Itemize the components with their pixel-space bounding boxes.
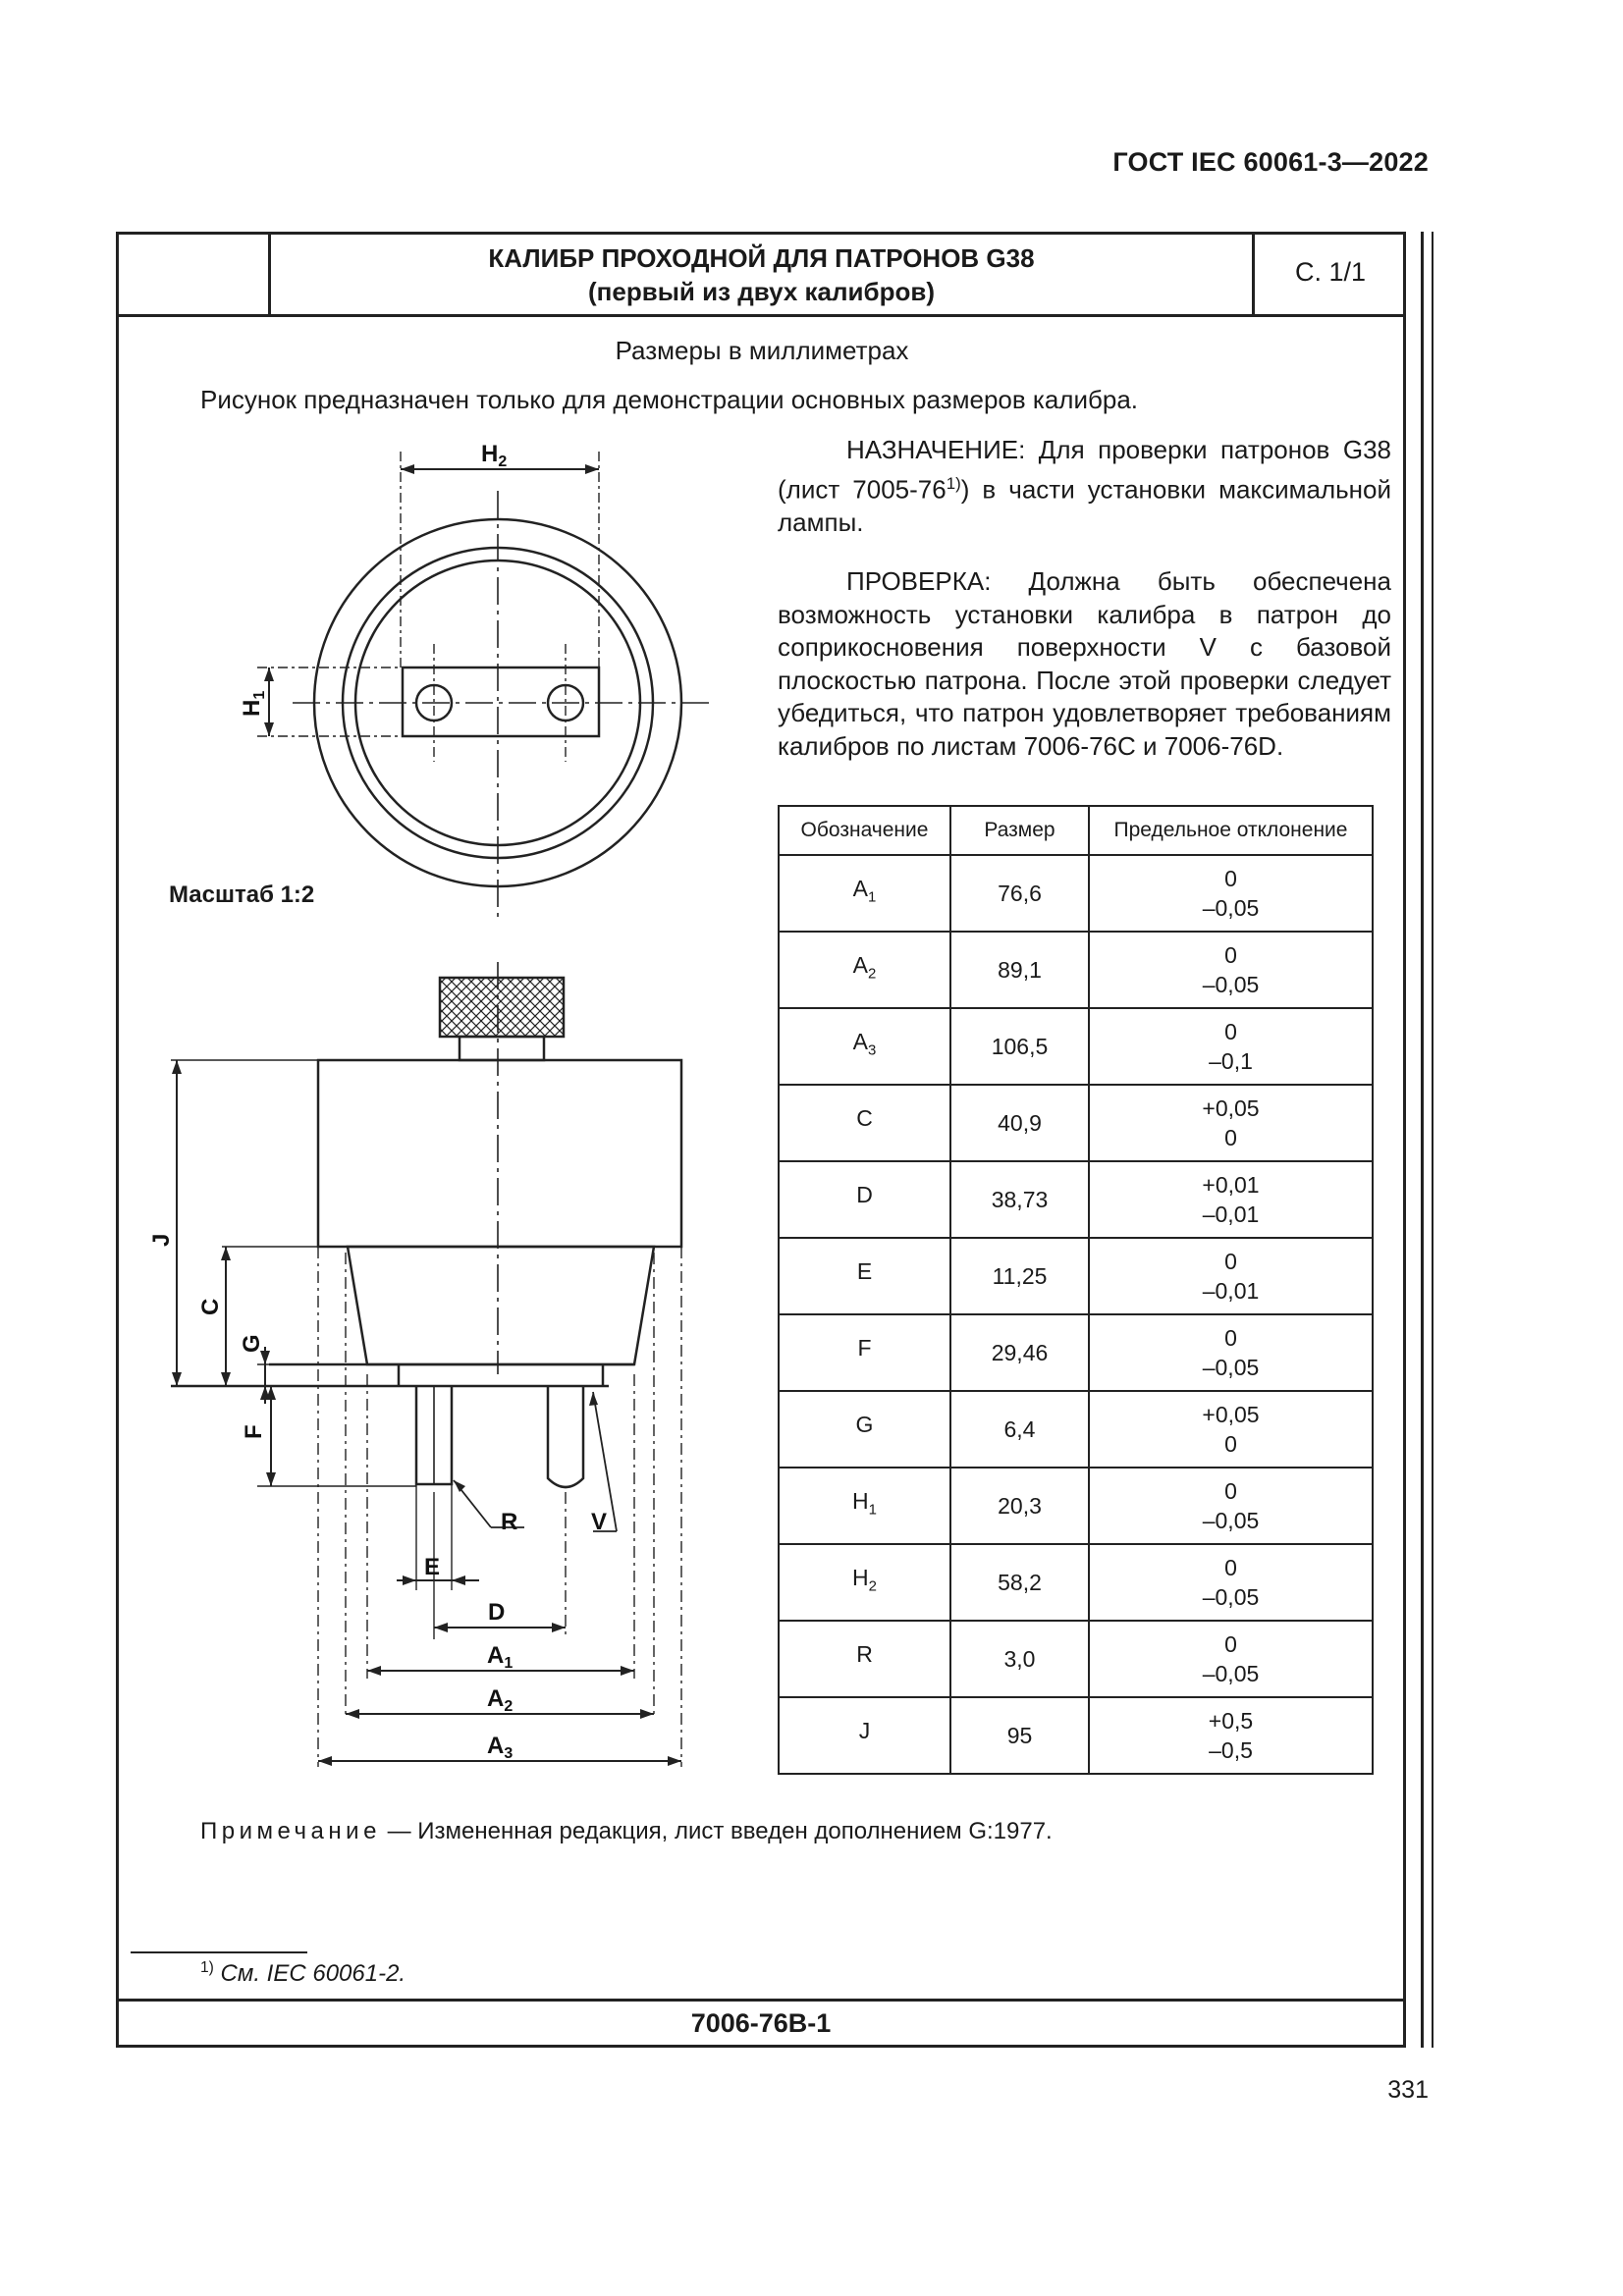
- cell-size: 89,1: [950, 932, 1089, 1008]
- label-g: G: [239, 1334, 265, 1353]
- cell-size: 11,25: [950, 1238, 1089, 1314]
- label-r: R: [501, 1509, 518, 1535]
- sheet-index: С. 1/1: [1294, 257, 1367, 287]
- cell-designation: [779, 1468, 950, 1544]
- cell-tolerance: [1089, 1161, 1373, 1238]
- cell-tolerance: [1089, 855, 1373, 932]
- designation-symbol: D: [856, 1182, 873, 1208]
- cell-designation: [779, 1544, 950, 1621]
- figure-note: Рисунок предназначен только для демонстрации основных размеров калибра.: [200, 385, 1139, 414]
- designation-subscript: 2: [868, 1577, 877, 1595]
- tolerance-lower: –0,1: [1209, 1048, 1253, 1074]
- cell-tolerance: [1089, 1697, 1373, 1774]
- pin-bar: [403, 667, 599, 736]
- cell-size: 6,4: [950, 1391, 1089, 1468]
- designation-symbol: E: [856, 1258, 873, 1285]
- document-number: ГОСТ IEC 60061-3—2022: [1112, 147, 1429, 177]
- cell-tolerance: [1089, 1238, 1373, 1314]
- cell-tolerance: [1089, 1008, 1373, 1085]
- bottom-rule: [116, 1999, 1406, 2002]
- tolerance-upper: 0: [1224, 1631, 1237, 1657]
- designation-symbol: H: [852, 1565, 869, 1591]
- cell-tolerance: [1089, 1085, 1373, 1161]
- footnote-rule: [131, 1951, 307, 1953]
- cell-tolerance: [1089, 1314, 1373, 1391]
- label-e: E: [424, 1554, 441, 1580]
- cell-designation: [779, 1697, 950, 1774]
- tolerance-upper: 0: [1224, 1249, 1237, 1274]
- designation-subscript: 3: [868, 1041, 877, 1059]
- label-v: V: [591, 1509, 608, 1535]
- tolerance-upper: 0: [1224, 1019, 1237, 1044]
- cell-size: 3,0: [950, 1621, 1089, 1697]
- sheet-title-line1: КАЛИБР ПРОХОДНОЙ ДЛЯ ПАТРОНОВ G38: [488, 243, 1035, 273]
- designation-symbol: A: [852, 876, 869, 902]
- label-c: C: [197, 1298, 224, 1315]
- designation-symbol: J: [858, 1718, 871, 1744]
- designation-symbol: A: [852, 952, 869, 979]
- designation-symbol: F: [857, 1335, 872, 1362]
- tolerance-upper: 0: [1224, 1555, 1237, 1580]
- scale-label: Масштаб 1:2: [169, 881, 315, 908]
- note-text: — Измененная редакция, лист введен дополнением G:1977.: [380, 1818, 1053, 1844]
- tolerance-upper: 0: [1224, 866, 1237, 891]
- tolerance-lower: 0: [1224, 1431, 1237, 1457]
- table-header-row: [779, 806, 1373, 855]
- table-row: [779, 932, 1373, 1008]
- cell-designation: [779, 1085, 950, 1161]
- cell-tolerance: [1089, 1544, 1373, 1621]
- designation-symbol: C: [856, 1105, 873, 1132]
- tolerance-upper: 0: [1224, 1478, 1237, 1504]
- purpose-tail: ) в части установки максимальной лампы.: [778, 474, 1391, 537]
- label-h2: $H_2$: [481, 441, 508, 470]
- table-row: [779, 1008, 1373, 1085]
- check-text: ПРОВЕРКА: Должна быть обеспечена возможность установки калибра в патрон до соприкосновения поверхности V с базовой плоскостью патрона. После этой проверки следует убедиться, что патрон удовлетворяет требованиям калибров по листам 7006-76C и 7006-76D.: [778, 566, 1391, 761]
- cell-tolerance: [1089, 1391, 1373, 1468]
- table-row: [779, 1697, 1373, 1774]
- designation-subscript: 1: [868, 1501, 877, 1519]
- label-j: J: [148, 1233, 175, 1247]
- table-row: [779, 1544, 1373, 1621]
- tolerance-lower: –0,01: [1202, 1278, 1260, 1304]
- footnote: [200, 1959, 406, 1988]
- tolerance-lower: –0,05: [1202, 1355, 1260, 1380]
- cell-designation: [779, 1161, 950, 1238]
- sheet-code: 7006-76B-1: [690, 2008, 832, 2038]
- designation-symbol: R: [856, 1641, 873, 1668]
- cell-size: 40,9: [950, 1085, 1089, 1161]
- cell-designation: [779, 855, 950, 932]
- cell-tolerance: [1089, 1468, 1373, 1544]
- label-f: F: [241, 1424, 267, 1439]
- cell-tolerance: [1089, 1621, 1373, 1697]
- cell-designation: [779, 932, 950, 1008]
- footnote-mark: 1): [200, 1959, 214, 1976]
- table-row: [779, 1314, 1373, 1391]
- note: [200, 1818, 1053, 1845]
- cell-size: 29,46: [950, 1314, 1089, 1391]
- label-d: D: [488, 1599, 506, 1626]
- designation-symbol: A: [852, 1029, 869, 1055]
- label-a2: $A_2$: [487, 1685, 514, 1715]
- sheet-title-line2: (первый из двух калибров): [588, 277, 935, 306]
- tolerance-upper: +0,05: [1202, 1402, 1260, 1427]
- purpose-lead: НАЗНАЧЕНИЕ: Для проверки патронов G38 (лист 7005-76: [778, 435, 1391, 505]
- tolerance-upper: +0,5: [1208, 1708, 1254, 1734]
- table-row: [779, 1621, 1373, 1697]
- dimensions-table: [778, 805, 1374, 1775]
- page-number: 331: [1387, 2076, 1429, 2104]
- note-label: Примечание: [200, 1818, 381, 1844]
- footnote-text: См. IEC 60061-2.: [213, 1960, 406, 1987]
- cell-size: 95: [950, 1697, 1089, 1774]
- tolerance-lower: 0: [1224, 1125, 1237, 1150]
- col-size: Размер: [950, 806, 1089, 855]
- tolerance-lower: –0,5: [1209, 1737, 1253, 1763]
- table-row: [779, 1085, 1373, 1161]
- table-row: [779, 1468, 1373, 1544]
- tolerance-upper: +0,05: [1202, 1095, 1260, 1121]
- designation-symbol: G: [855, 1412, 874, 1438]
- dimensions-note: Размеры в миллиметрах: [615, 336, 909, 365]
- tolerance-upper: 0: [1224, 942, 1237, 968]
- col-designation: Обозначение: [779, 806, 950, 855]
- cell-designation: [779, 1238, 950, 1314]
- tolerance-lower: –0,05: [1202, 1661, 1260, 1686]
- stem: [460, 1037, 544, 1060]
- taper-body: [348, 1247, 654, 1364]
- pin-right: [548, 1386, 583, 1487]
- cell-size: 38,73: [950, 1161, 1089, 1238]
- label-h1: $H_1$: [239, 690, 268, 717]
- cell-size: 58,2: [950, 1544, 1089, 1621]
- cell-size: 106,5: [950, 1008, 1089, 1085]
- designation-symbol: H: [852, 1488, 869, 1515]
- designation-subscript: 2: [868, 965, 877, 983]
- cell-size: 20,3: [950, 1468, 1089, 1544]
- table-row: [779, 855, 1373, 932]
- label-a3: $A_3$: [487, 1733, 514, 1762]
- cell-size: 76,6: [950, 855, 1089, 932]
- table-row: [779, 1238, 1373, 1314]
- knob: [440, 978, 564, 1037]
- cell-designation: [779, 1008, 950, 1085]
- body-top: [318, 1060, 681, 1247]
- tolerance-lower: –0,05: [1202, 972, 1260, 997]
- cell-designation: [779, 1391, 950, 1468]
- table-row: [779, 1391, 1373, 1468]
- cell-designation: [779, 1314, 950, 1391]
- label-a1: $A_1$: [487, 1642, 514, 1672]
- tolerance-upper: +0,01: [1202, 1172, 1260, 1198]
- cell-designation: [779, 1621, 950, 1697]
- tolerance-lower: –0,05: [1202, 1584, 1260, 1610]
- purpose-footnote-ref: 1): [946, 473, 961, 493]
- designation-subscript: 1: [868, 888, 877, 906]
- col-tolerance: Предельное отклонение: [1089, 806, 1373, 855]
- tolerance-upper: 0: [1224, 1325, 1237, 1351]
- tolerance-lower: –0,01: [1202, 1201, 1260, 1227]
- tolerance-lower: –0,05: [1202, 1508, 1260, 1533]
- table-row: [779, 1161, 1373, 1238]
- cell-tolerance: [1089, 932, 1373, 1008]
- tolerance-lower: –0,05: [1202, 895, 1260, 921]
